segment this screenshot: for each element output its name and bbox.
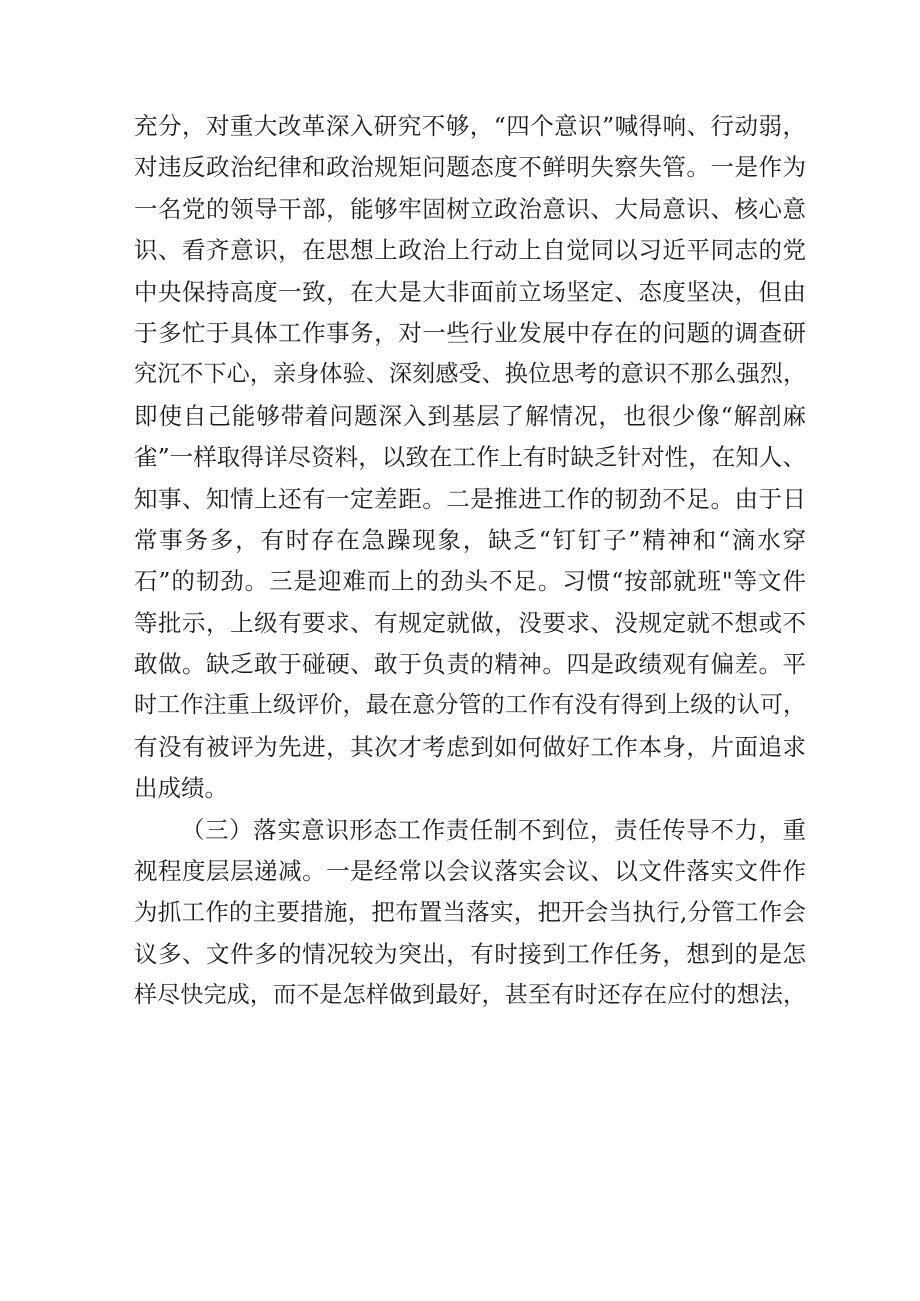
text-line: 敢做。缺乏敢于碰硬、敢于负责的精神。四是政绩观有偏差。平 bbox=[134, 650, 806, 679]
text-line: 有没有被评为先进，其次才考虑到如何做好工作本身，片面追求 bbox=[134, 732, 806, 761]
text-line: 知事、知情上还有一定差距。二是推进工作的韧劲不足。由于日 bbox=[134, 484, 806, 513]
paragraph-1 bbox=[134, 106, 806, 810]
text-line: 一名党的领导干部，能够牢固树立政治意识、大局意识、核心意 bbox=[134, 194, 806, 223]
text-line: 究沉不下心，亲身体验、深刻感受、换位思考的意识不那么强烈， bbox=[134, 361, 806, 388]
text-line: 样尽快完成，而不是怎样做到最好，甚至有时还存在应付的想法， bbox=[134, 982, 806, 1009]
text-line: 识、看齐意识，在思想上政治上行动上自觉同以习近平同志的党 bbox=[134, 236, 806, 265]
paragraph-2 bbox=[134, 810, 806, 1017]
text-line: 时工作注重上级评价，最在意分管的工作有没有得到上级的认可， bbox=[134, 692, 806, 719]
text-line: 为抓工作的主要措施，把布置当落实，把开会当执行,分管工作会 bbox=[134, 898, 806, 927]
text-line: 议多、文件多的情况较为突出，有时接到工作任务，想到的是怎 bbox=[134, 939, 806, 968]
text-line: 石”的韧劲。三是迎难而上的劲头不足。习惯“按部就班"等文件 bbox=[134, 567, 806, 596]
text-line: 对违反政治纪律和政治规矩问题态度不鲜明失察失管。一是作为 bbox=[134, 153, 806, 182]
text-line: 常事务多，有时存在急躁现象，缺乏“钉钉子”精神和“滴水穿 bbox=[134, 525, 806, 554]
text-line: 视程度层层递减。一是经常以会议落实会议、以文件落实文件作 bbox=[134, 857, 806, 886]
text-line: 即使自己能够带着问题深入到基层了解情况，也很少像“解剖麻 bbox=[134, 401, 806, 430]
text-line: 充分，对重大改革深入研究不够，“四个意识”喊得响、行动弱， bbox=[134, 112, 806, 140]
text-line: 等批示，上级有要求、有规定就做，没要求、没规定就不想或不 bbox=[134, 608, 806, 637]
text-line: 于多忙于具体工作事务，对一些行业发展中存在的问题的调查研 bbox=[134, 318, 806, 347]
text-line: 出成绩。 bbox=[134, 774, 228, 803]
text-line: 雀”一样取得详尽资料，以致在工作上有时缺乏针对性，在知人、 bbox=[134, 443, 806, 472]
document-body bbox=[134, 106, 806, 1017]
text-line-indented: （三）落实意识形态工作责任制不到位，责任传导不力，重 bbox=[181, 815, 806, 844]
text-line: 中央保持高度一致，在大是大非面前立场坚定、态度坚决，但由 bbox=[134, 277, 806, 306]
